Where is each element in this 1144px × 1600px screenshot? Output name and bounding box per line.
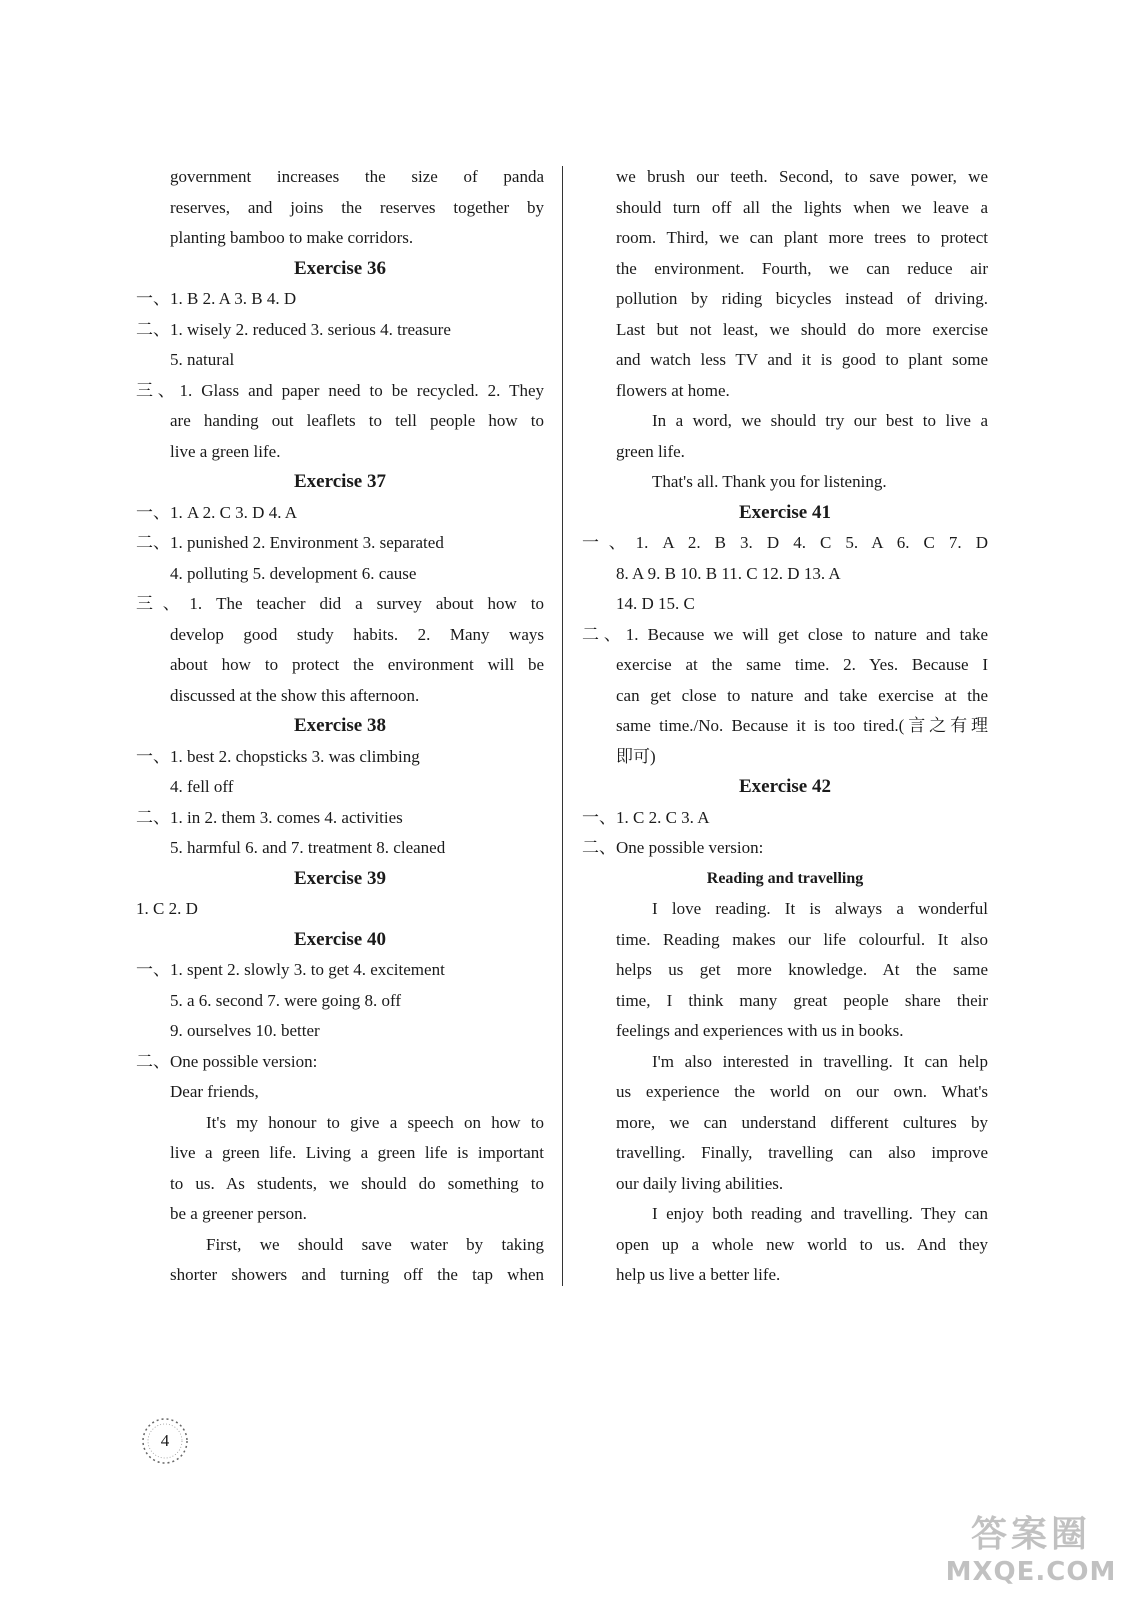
- speech-line: flowers at home.: [616, 380, 730, 400]
- speech-greeting: Dear friends,: [170, 1082, 259, 1101]
- answer-line: 9. ourselves 10. better: [170, 1021, 320, 1040]
- speech-line: be a greener person.: [170, 1204, 307, 1223]
- exercise-heading: Exercise 42: [739, 776, 831, 797]
- answer-line: 一、1. B 2. A 3. B 4. D: [136, 289, 297, 308]
- watermark-en: MXQE.COM: [945, 1557, 1117, 1587]
- exercise-heading: Exercise 36: [294, 257, 386, 279]
- answer-line: 二、One possible version:: [136, 1051, 318, 1071]
- speech-line: should turn off all the lights when we leave a: [616, 197, 988, 217]
- column-divider: [562, 166, 563, 1286]
- speech-line: we brush our teeth. Second, to save power, we: [616, 167, 988, 186]
- essay-line: open up a whole new world to us. And they: [616, 1234, 988, 1254]
- answer-line: are handing out leaflets to tell people how to: [170, 411, 544, 430]
- essay-line: our daily living abilities.: [616, 1173, 784, 1193]
- answer-line: same time./No. Because it is too tired.(言之有理: [616, 716, 988, 735]
- answer-line: 三、1. Glass and paper need to be recycled. 2. They: [136, 380, 544, 400]
- exercise-heading: Exercise 40: [294, 928, 386, 950]
- answer-line: 一、1. A 2. B 3. D 4. C 5. A 6. C 7. D: [582, 533, 988, 552]
- essay-line: help us live a better life.: [616, 1265, 781, 1284]
- text-line: government increases the size of panda: [170, 167, 544, 186]
- speech-line: green life.: [616, 441, 685, 461]
- essay-line: time. Reading makes our life colourful. It also: [616, 929, 988, 949]
- answer-line: can get close to nature and take exercise at the: [616, 685, 988, 705]
- exercise-heading: Exercise 38: [294, 715, 386, 736]
- answer-line: 4. fell off: [170, 777, 234, 796]
- essay-line: feelings and experiences with us in books.: [616, 1021, 904, 1040]
- answer-line: exercise at the same time. 2. Yes. Because I: [616, 655, 988, 674]
- answer-line: 二、1. wisely 2. reduced 3. serious 4. treasure: [136, 319, 451, 339]
- answer-line: 二、One possible version:: [582, 838, 764, 857]
- speech-line: to us. As students, we should do something to: [170, 1173, 544, 1193]
- answer-line: 4. polluting 5. development 6. cause: [170, 563, 417, 583]
- speech-line: room. Third, we can plant more trees to protect: [616, 228, 988, 247]
- answer-line: 1. C 2. D: [136, 899, 198, 918]
- speech-line: That's all. Thank you for listening.: [652, 472, 887, 491]
- essay-line: us experience the world on our own. What's: [616, 1082, 988, 1101]
- speech-line: the environment. Fourth, we can reduce air: [616, 258, 988, 278]
- right-column: [582, 162, 988, 1291]
- answer-line: live a green life.: [170, 441, 281, 461]
- answer-line: 一、1. best 2. chopsticks 3. was climbing: [136, 746, 420, 766]
- speech-line: It's my honour to give a speech on how to: [206, 1112, 544, 1132]
- answer-line: 二、1. punished 2. Environment 3. separated: [136, 533, 444, 552]
- answer-line: 一、1. A 2. C 3. D 4. A: [136, 502, 298, 522]
- answer-line: discussed at the show this afternoon.: [170, 685, 420, 705]
- watermark: [926, 1506, 1136, 1596]
- answer-line: 三、1. The teacher did a survey about how to: [136, 594, 544, 613]
- answer-line: about how to protect the environment will be: [170, 655, 544, 674]
- exercise-heading: Exercise 37: [294, 471, 386, 492]
- essay-line: more, we can understand different cultures by: [616, 1112, 988, 1132]
- page-number-badge: [138, 1414, 192, 1468]
- answer-line: 二、1. in 2. them 3. comes 4. activities: [136, 807, 403, 827]
- answer-line: 二、1. Because we will get close to nature and take: [582, 624, 988, 644]
- watermark-cn: 答案圈: [970, 1514, 1091, 1555]
- essay-line: time, I think many great people share their: [616, 990, 988, 1010]
- answer-line: 一、1. spent 2. slowly 3. to get 4. excitement: [136, 960, 445, 979]
- exercise-heading: Exercise 41: [739, 501, 831, 523]
- left-column: [136, 162, 544, 1291]
- speech-line: First, we should save water by taking: [206, 1234, 544, 1254]
- answer-line: 即可): [616, 746, 656, 766]
- essay-title: Reading and travelling: [706, 869, 864, 887]
- essay-line: I'm also interested in travelling. It can help: [652, 1051, 988, 1071]
- essay-line: I love reading. It is always a wonderful: [652, 899, 988, 918]
- answer-line: 8. A 9. B 10. B 11. C 12. D 13. A: [616, 563, 841, 583]
- answer-line: develop good study habits. 2. Many ways: [170, 624, 544, 644]
- answer-line: 5. natural: [170, 350, 235, 369]
- speech-line: shorter showers and turning off the tap when: [170, 1265, 544, 1284]
- answer-line: 5. a 6. second 7. were going 8. off: [170, 990, 402, 1010]
- speech-line: Last but not least, we should do more exercise: [616, 319, 988, 339]
- text-line: reserves, and joins the reserves together by: [170, 197, 544, 217]
- essay-line: travelling. Finally, travelling can also improve: [616, 1143, 988, 1162]
- essay-line: helps us get more knowledge. At the same: [616, 960, 988, 979]
- page-number: 4: [160, 1431, 170, 1450]
- answer-line: 5. harmful 6. and 7. treatment 8. cleaned: [170, 838, 446, 857]
- answer-line: 一、1. C 2. C 3. A: [582, 807, 710, 827]
- essay-line: I enjoy both reading and travelling. They can: [652, 1204, 988, 1223]
- speech-line: In a word, we should try our best to live a: [652, 411, 988, 430]
- speech-line: and watch less TV and it is good to plant some: [616, 350, 988, 369]
- exercise-heading: Exercise 39: [294, 867, 386, 889]
- text-line: planting bamboo to make corridors.: [170, 228, 414, 247]
- answer-line: 14. D 15. C: [616, 594, 695, 613]
- speech-line: pollution by riding bicycles instead of driving.: [616, 289, 988, 308]
- speech-line: live a green life. Living a green life is important: [170, 1143, 544, 1162]
